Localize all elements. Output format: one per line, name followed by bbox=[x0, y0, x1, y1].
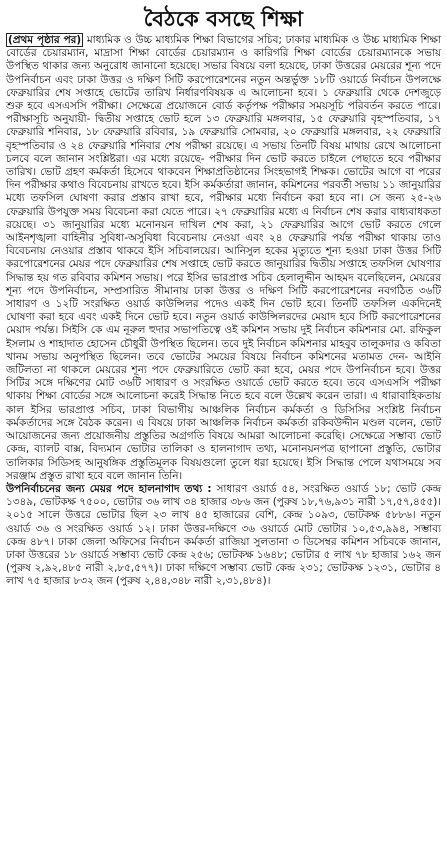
article-paragraph bbox=[6, 34, 441, 483]
section-text: সাধারণ ওয়ার্ড ৫৪, সংরক্ষিত ওয়ার্ড ১৮; ভোট কেন্দ্র ১৩৪৯, ভোটকক্ষ ৭৫০০, ভোটার ৩৬ লাখ ৩৪ হাজার ৩৮৬ জন (পুরুষ ১৮,৭৬,৯৩১ নারী ১৭,৫৭,৪৫৫)। ২০১৫ সালে উত্তরে ভোটার ছিল ২৩ লাখ ৪৫ হাজারের বেশি, কেন্দ্র ১০৯৩, ভোটকক্ষ ৫৮৮৬। নতুন ওয়ার্ড ৩৬ ও সংরক্ষিত ওয়ার্ড ১২। ঢাকা উত্তর-দক্ষিণে ৩৬ ওয়ার্ডে মোট ভোটার ১০,৫৩,৯৯৪, সম্ভাব্য কেন্দ্র ৪৮৭। ঢাকা জেলা অফিসের নির্বাচন কর্মকর্তা রাজিয়া সুলতানা ৩ ডিসেম্বর কমিশন সচিবকে জানান, ঢাকা উত্তরের ১৮ ওয়ার্ডে সম্ভাব্য ভোট কেন্দ্র ২৫৬; ভোটকক্ষ ১৬৪৮; ভোটার ৫ লাখ ৭৮ হাজার ১৬২ জন (পুরুষ ২,৯২,৪৮৫ নারী ২,৮৫,৫৭৭)। ঢাকা দক্ষিণে সম্ভাব্য ভোট কেন্দ্র ২৩১; ভোটকক্ষ ১২৩১, ভোটার ৪ লাখ ৭৫ হাজার ৮৩২ জন (পুরুষ ২,৪৪,৩৪৮ নারী ২,৩১,৪৮৪)। bbox=[6, 482, 441, 588]
article-body bbox=[6, 34, 441, 589]
article-text: মাধ্যমিক ও উচ্চ মাধ্যমিক শিক্ষা বিভাগের সচিব; ঢাকার মাধ্যমিক ও উচ্চ মাধ্যমিক শিক্ষা বোর্ডের চেয়ারম্যান, মাদ্রাসা শিক্ষা বোর্ডের চেয়ারম্যান ও কারিগরি শিক্ষা বোর্ডের চেয়ারম্যানকে সভায় উপস্থিত থাকার জন্য অনুরোধ জানানো হয়েছে। সভার বিষয়ে বলা হয়েছে, ঢাকা উত্তরের মেয়রের শূন্য পদে উপনির্বাচন এবং ঢাকা উত্তর ও দক্ষিণ সিটি করপোরেশনের নতুন অন্তর্ভুক্ত ১৮টি ওয়ার্ডে নির্বাচন উপলক্ষে ফেব্রুয়ারির শেষ সপ্তাহে ভোটের তারিখ নির্ধারণবিষয়ক এ আলোচনা হবে। ১ ফেব্রুয়ারি থেকে দেশজুড়ে শুরু হবে এসএসসি পরীক্ষা। সেক্ষেত্রে প্রয়োজনে বোর্ড কর্তৃপক্ষ পরীক্ষার সময়সূচি পরিবর্তন করতে পারে। পরীক্ষাসূচি অনুযায়ী- দ্বিতীয় সপ্তাহে ভোট হলে ১৩ ফেব্রুয়ারি মঙ্গলবার, ১৫ ফেব্রুয়ারি বৃহস্পতিবার, ১৭ ফেব্রুয়ারি শনিবার, ১৮ ফেব্রুয়ারি রবিবার, ১৯ ফেব্রুয়ারি সোমবার, ২০ ফেব্রুয়ারি মঙ্গলবার, ২২ ফেব্রুয়ারি বৃহস্পতিবার ও ২৪ ফেব্রুয়ারি শনিবার শেষ পরীক্ষা রয়েছে। এ সভায় তিনটি বিষয় মাথায় রেখে আলোচনা চলবে বলে জানান সংশ্লিষ্টরা। এর মধ্যে রয়েছে- পরীক্ষার দিন ভোট করতে চাইলে পেছাতে হবে পরীক্ষার তারিখ। ভোট গ্রহণ কর্মকর্তা হিসেবে থাকবেন শিক্ষাপ্রতিষ্ঠানের সিংহভাগই শিক্ষক। ভোটের আগে বা পরের দিন পরীক্ষার কথাও বিবেচনায় রাখতে হবে। ইসি কর্মকর্তারা জানান, কমিশনের পরবর্তী সভায় ১১ জানুয়ারির মধ্যে তফসিল ঘোষণা করার প্রস্তাব রাখা হবে, পরীক্ষার মধ্যে নির্বাচন করা হবে না। সে জন্য ২৫-২৬ ফেব্রুয়ারি উপযুক্ত সময় বিবেচনা করা যেতে পারে। ২৭ ফেব্রুয়ারির মধ্যে এ নির্বাচন শেষ করার বাধ্যবাধকতা রয়েছে। ৩১ জানুয়ারির মধ্যে মনোনয়ন দাখিল শেষ করা, ২১ ফেব্রুয়ারির আগে ভোট করতে গেলে আইনশৃঙ্খলা বাহিনীর সুবিধা-অসুবিধা বিবেচনায় নেওয়া এবং ২৪ ফেব্রুয়ারি পর্যন্ত পরীক্ষা থাকায় তাও বিবেচনায় নেওয়ার প্রস্তাব থাকবে ইসি সচিবালয়ের। আনিসুল হকের মৃত্যুতে শূন্য হওয়া ঢাকা উত্তর সিটি করপোরেশনের মেয়র পদে ফেব্রুয়ারির শেষ সপ্তাহে ভোট করতে জানুয়ারির দ্বিতীয় সপ্তাহে তফসিল ঘোষণার সিদ্ধান্ত হয় গত রবিবার কমিশন সভায়। পরে ইসির ভারপ্রাপ্ত সচিব হেলালুদ্দীন আহমদ বলেছিলেন, মেয়রের শূন্য পদে উপনির্বাচন, সম্প্রসারিত সীমানায় ঢাকা উত্তর ও দক্ষিণ সিটি করপোরেশনের নবগঠিত ৩৬টি সাধারণ ও ১২টি সংরক্ষিত ওয়ার্ড কাউন্সিলর পদেও একই দিন ভোট হবে। তিনটি তফসিল একদিনেই ঘোষণা করা হবে এবং একই দিনে ভোট হবে। নতুন ওয়ার্ড কাউন্সিলরদের মেয়াদ হবে সিটি করপোরেশনের মেয়াদ পর্যন্ত। সিইসি কে এম নূরুল হুদার সভাপতিত্বে ওই কমিশন সভায় দুই নির্বাচন কমিশনার মো. রফিকুল ইসলাম ও শাহাদাত হোসেন চৌধুরী উপস্থিত ছিলেন। তবে দুই নির্বাচন কমিশনার মাহবুব তালুকদার ও কবিতা খানম সভায় অনুপস্থিত ছিলেন। তবে ভোটের সময়ের বিষয়ে নির্বাচন কমিশনের মতামত দেন- আইনি জটিলতা না থাকলে মেয়রের শূন্য পদে ফেব্রুয়ারিতে ভোট করা হবে, মেয়র পদে উপনির্বাচন হবে। উত্তর সিটির সঙ্গে দক্ষিণের মোট ৩৬টি সাধারণ ও সংরক্ষিত ওয়ার্ডে ভোট করতে হবে। তবে এসএসসি পরীক্ষা থাকায় শিক্ষা বোর্ডের সঙ্গে আলোচনা করেই সিদ্ধান্ত নিতে হবে বলে উল্লেখ করেন তারা। এ ধারাবাহিকতায় কাল ইসির ভারপ্রাপ্ত সচিব, ঢাকা বিভাগীয় আঞ্চলিক নির্বাচন কর্মকর্তা ও ডিসিসির সংশ্লিষ্ট নির্বাচন কর্মকর্তাদের সঙ্গে বৈঠক করেন। এ বিষয়ে ঢাকা আঞ্চলিক নির্বাচন কর্মকর্তা রকিবউদ্দীন মণ্ডল বলেন, ভোট আয়োজনের জন্য প্রয়োজনীয় প্রস্তুতির অগ্রগতি বিষয়ে আমরা আলোচনা করেছি। সেক্ষেত্রে সম্ভাব্য ভোট কেন্দ্র, ব্যালট বাক্স, বিদ্যমান ভোটার তালিকা ও হালনাগাদ তথ্য, মনোনয়নপত্র ছাপানো প্রস্তুতি, ভোটার তালিকার সিডিসহ আনুষঙ্গিক প্রস্তুতিমূলক বিষয়গুলো তুলে ধরা হয়েছে। ইসি সিদ্ধান্ত পেলে যথাসময়ে সব সরঞ্জাম প্রস্তুত রাখা হবে বলে জানান তিনি। bbox=[6, 34, 441, 482]
info-paragraph bbox=[6, 483, 441, 589]
headline: বৈঠকে বসছে শিক্ষা bbox=[143, 6, 304, 31]
section-heading: উপনির্বাচনের জন্য মেয়র পদে হালনাগাদ তথ্য : bbox=[6, 482, 212, 495]
jump-label: (প্রথম পৃষ্ঠার পর) bbox=[8, 34, 82, 46]
